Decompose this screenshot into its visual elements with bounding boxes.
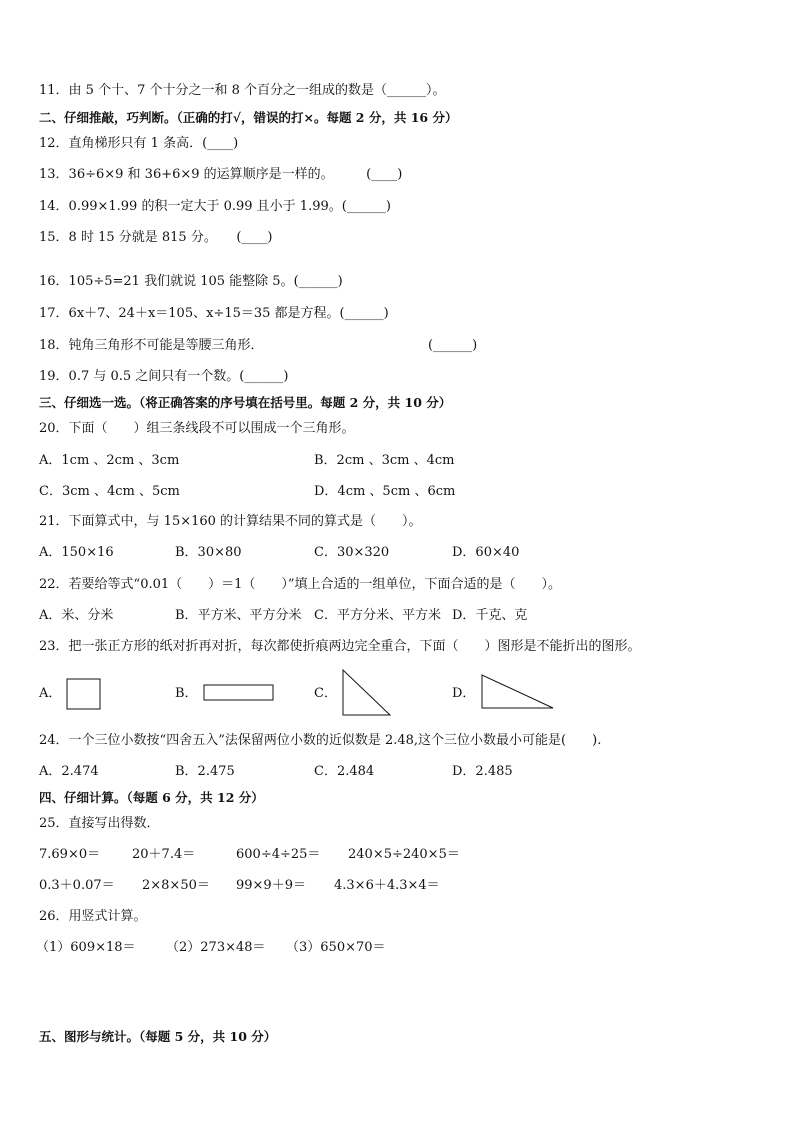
calc-item: 600÷4÷25＝ bbox=[236, 847, 321, 862]
question-15: 15．8 时 15 分就是 815 分。 (____) bbox=[39, 230, 273, 245]
question-21-option-d: D．60×40 bbox=[452, 545, 520, 560]
calc-item: 7.69×0＝ bbox=[39, 847, 101, 862]
section-5-heading: 五、图形与统计。（每题 5 分，共 10 分） bbox=[39, 1029, 277, 1044]
calc-item: 99×9＋9＝ bbox=[236, 878, 306, 893]
section-3-heading: 三、仔细选一选。（将正确答案的序号填在括号里。每题 2 分，共 10 分） bbox=[39, 395, 452, 410]
question-20-option-c: C．3cm 、4cm 、5cm bbox=[39, 484, 180, 499]
calc-item: 2×8×50＝ bbox=[142, 878, 210, 893]
vertical-calc-item: （3）650×70＝ bbox=[286, 940, 386, 955]
question-23-option-a-label: A． bbox=[39, 686, 62, 701]
question-18: 18．钝角三角形不可能是等腰三角形． bbox=[39, 338, 264, 353]
question-22-option-a: A．米、分米 bbox=[39, 608, 114, 623]
question-20-option-b: B．2cm 、3cm 、4cm bbox=[314, 453, 455, 468]
square-shape bbox=[66, 678, 102, 711]
question-22-option-c: C．平方分米、平方米 bbox=[314, 608, 441, 623]
question-26: 26．用竖式计算。 bbox=[39, 909, 147, 924]
calc-item: 240×5÷240×5＝ bbox=[348, 847, 460, 862]
question-14: 14．0.99×1.99 的积一定大于 0.99 且小于 1.99。(______) bbox=[39, 199, 391, 214]
question-17: 17．6x＋7、24＋x＝105、x÷15＝35 都是方程。(______) bbox=[39, 306, 389, 321]
question-23-option-d-label: D． bbox=[452, 686, 476, 701]
question-21: 21．下面算式中，与 15×160 的计算结果不同的算式是（ ）。 bbox=[39, 514, 422, 529]
question-12: 12．直角梯形只有 1 条高．(____) bbox=[39, 136, 239, 151]
vertical-calc-item: （2）273×48＝ bbox=[166, 940, 266, 955]
section-2-heading: 二、仔细推敲，巧判断。（正确的打√，错误的打×。每题 2 分，共 16 分） bbox=[39, 110, 458, 125]
calc-item: 4.3×6＋4.3×4＝ bbox=[334, 878, 440, 893]
question-20-option-a: A．1cm 、2cm 、3cm bbox=[39, 453, 180, 468]
question-23: 23．把一张正方形的纸对折再对折，每次都使折痕两边完全重合，下面（ ）图形是不能折出的图形。 bbox=[39, 639, 641, 654]
question-21-option-b: B．30×80 bbox=[175, 545, 242, 560]
question-16: 16．105÷5=21 我们就说 105 能整除 5。(______) bbox=[39, 274, 343, 289]
vertical-calc-item: （1）609×18＝ bbox=[36, 940, 136, 955]
question-24-option-b: B．2.475 bbox=[175, 764, 235, 779]
question-20: 20．下面（ ）组三条线段不可以围成一个三角形。 bbox=[39, 421, 355, 436]
question-19: 19．0.7 与 0.5 之间只有一个数。(______) bbox=[39, 369, 289, 384]
calc-item: 20＋7.4＝ bbox=[132, 847, 196, 862]
question-23-option-b-label: B． bbox=[175, 686, 198, 701]
question-22: 22．若要给等式“0.01（ ）＝1（ ）”填上合适的一组单位，下面合适的是（ ）。 bbox=[39, 577, 562, 592]
question-24-option-c: C．2.484 bbox=[314, 764, 375, 779]
question-18-blank: (______) bbox=[428, 338, 478, 353]
question-24-option-a: A．2.474 bbox=[39, 764, 99, 779]
question-22-option-d: D．千克、克 bbox=[452, 608, 528, 623]
calc-item: 0.3＋0.07＝ bbox=[39, 878, 115, 893]
question-23-option-c-label: C． bbox=[314, 686, 337, 701]
question-20-option-d: D．4cm 、5cm 、6cm bbox=[314, 484, 456, 499]
section-4-heading: 四、仔细计算。（每题 6 分，共 12 分） bbox=[39, 790, 264, 805]
question-21-option-c: C．30×320 bbox=[314, 545, 390, 560]
question-24: 24．一个三位小数按“四舍五入”法保留两位小数的近似数是 2.48,这个三位小数最小可能是( ). bbox=[39, 733, 602, 748]
question-13: 13．36÷6×9 和 36+6×9 的运算顺序是一样的。 (____) bbox=[39, 167, 403, 182]
obtuse-triangle-shape bbox=[480, 673, 556, 711]
question-25: 25．直接写出得数． bbox=[39, 816, 160, 831]
question-21-option-a: A．150×16 bbox=[39, 545, 114, 560]
question-24-option-d: D．2.485 bbox=[452, 764, 513, 779]
question-22-option-b: B．平方米、平方分米 bbox=[175, 608, 302, 623]
right-triangle-shape bbox=[341, 668, 393, 718]
rectangle-shape bbox=[203, 684, 275, 702]
question-11: 11．由 5 个十、7 个十分之一和 8 个百分之一组成的数是（______）。 bbox=[39, 83, 446, 98]
